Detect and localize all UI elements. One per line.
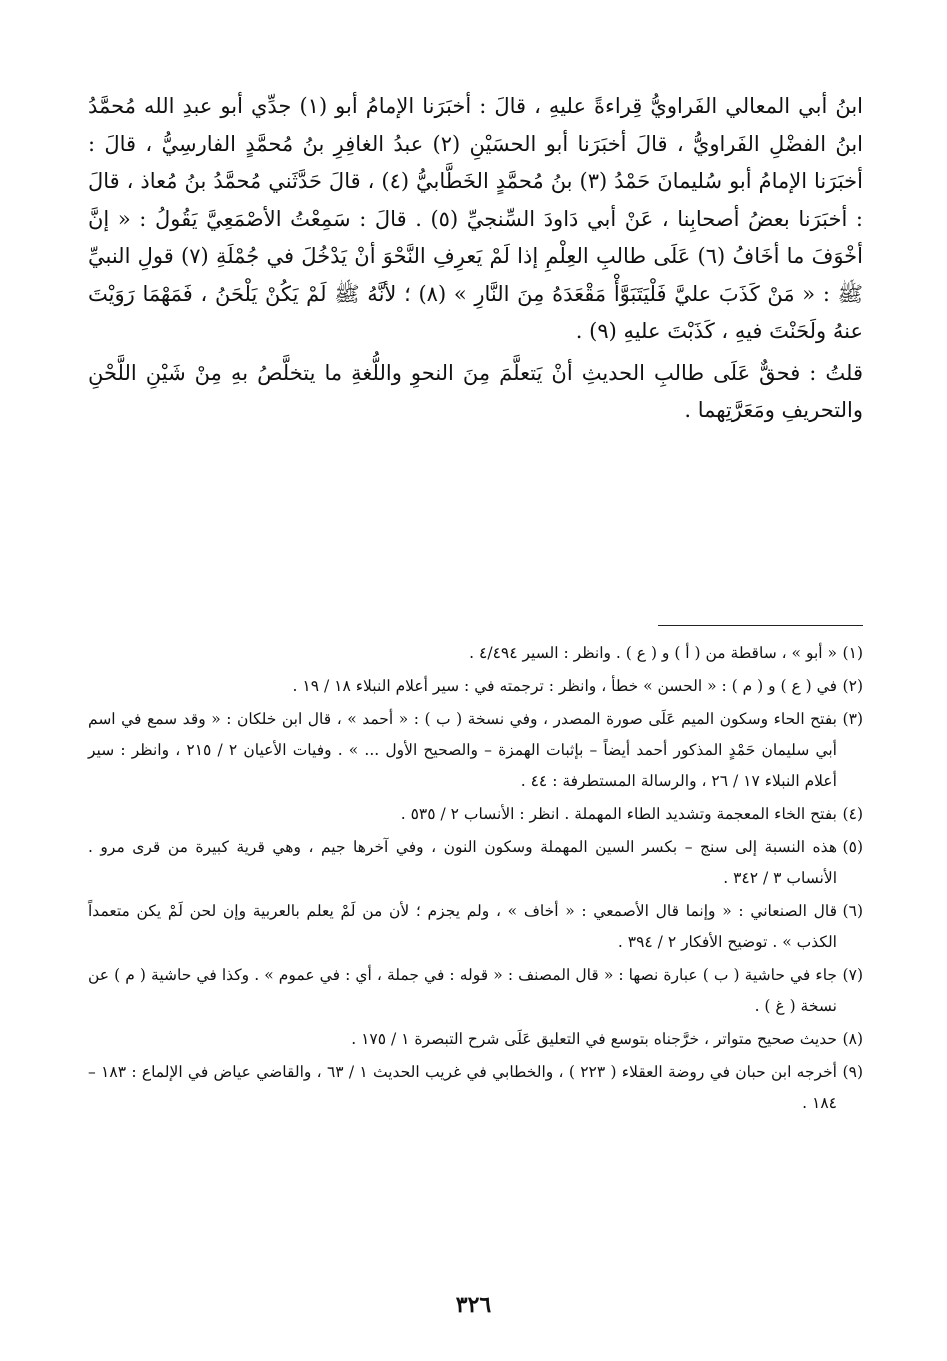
footnote-number: (٨) (842, 1030, 863, 1048)
footnote-7 (88, 960, 863, 1022)
footnote-8 (88, 1024, 863, 1055)
footnote-number: (٩) (842, 1063, 863, 1081)
footnote-9 (88, 1057, 863, 1119)
footnote-2 (88, 671, 863, 702)
footnotes (88, 638, 863, 1121)
footnote-text: قال الصنعاني : « وإنما قال الأصمعي : « أخاف » ، ولم يجزم ؛ لأن من لَمْ يعلم بالعربية وإن لحن لَمْ يكن متعمداً الكذب » . توضيح الأفكار ٢ / ٣٩٤ . (88, 902, 837, 951)
footnote-number: (٤) (842, 805, 863, 823)
footnote-1 (88, 638, 863, 669)
footnote-number: (٣) (842, 710, 863, 728)
footnote-text: حديث صحيح متواتر ، خرَّجناه بتوسع في التعليق عَلَى شرح التبصرة ١ / ١٧٥ . (351, 1030, 837, 1048)
footnote-number: (٧) (842, 966, 863, 984)
footnote-text: أخرجه ابن حبان في روضة العقلاء ( ٢٢٣ ) ، والخطابي في غريب الحديث ١ / ٦٣ ، والقاضي عياض في الإلماع : ١٨٣ – ١٨٤ . (88, 1063, 837, 1112)
footnote-number: (٥) (842, 838, 863, 856)
footnote-divider (658, 625, 863, 626)
footnote-number: (٦) (842, 902, 863, 920)
main-paragraph-1: ابنُ أبي المعالي الفَراويُّ قِراءةً عليهِ ، قالَ : أخبَرَنا الإمامُ أبو (١) جدِّي أبو عبدِ الله مُحمَّدُ ابنُ الفضْلِ الفَراويُّ ، قالَ أخبَرَنا أبو الحسَيْنِ (٢) عبدُ الغافِرِ بنُ مُحمَّدٍ الفارسِيُّ ، قالَ : أخبَرَنا الإمامُ أبو سُليمانَ حَمْدُ (٣) بنُ مُحمَّدٍ الخَطَّابيُّ (٤) ، قالَ حَدَّثَني مُحمَّدُ بنُ مُعاذ ، قالَ : أخبَرَنا بعضُ أصحابِنا ، عَنْ أبي دَاودَ السِّنجيِّ (٥) . قالَ : سَمِعْتُ الأصْمَعِيَّ يَقُولُ : « إنَّ أخْوَفَ ما أخَافُ (٦) عَلَى طالبِ العِلْمِ إذا لَمْ يَعرِفِ النَّحْوَ أنْ يَدْخُلَ في جُمْلَةِ (٧) قولِ النبيِّ ﷺ : « مَنْ كَذَبَ عليَّ فَلْيَتَبَوَّأْ مَقْعَدَهُ مِنَ النَّارِ » (٨) ؛ لأنَّهُ ﷺ لَمْ يَكُنْ يَلْحَنُ ، فَمَهْمَا رَوَيْتَ عنهُ ولَحَنْتَ فيهِ ، كَذَبْتَ عليهِ (٩) . (88, 94, 864, 343)
page-number: ٣٢٦ (455, 1292, 492, 1318)
main-paragraph-2: قلتُ : فحقٌّ عَلَى طالبِ الحديثِ أنْ يَتعلَّمَ مِنَ النحوِ واللُّغةِ ما يتخلَّصُ بهِ مِنْ شَيْنِ اللَّحْنِ والتحريفِ ومَعَرَّتِهما . (88, 360, 863, 422)
footnote-3 (88, 704, 863, 797)
main-text (88, 88, 863, 430)
footnote-text: بفتح الخاء المعجمة وتشديد الطاء المهملة . انظر : الأنساب ٢ / ٥٣٥ . (400, 805, 837, 823)
footnote-number: (٢) (842, 677, 863, 695)
footnote-text: في ( ع ) و ( م ) : « الحسن » خطأ ، وانظر : ترجمته في : سير أعلام النبلاء ١٨ / ١٩ . (292, 677, 837, 695)
footnote-number: (١) (842, 644, 863, 662)
footnote-text: بفتح الحاء وسكون الميم عَلَى صورة المصدر ، وفي نسخة ( ب ) : « أحمد » ، قال ابن خلكان : « وقد سمع في اسم أبي سليمان حَمْدٍ المذكور أحمد أيضاً – بإثبات الهمزة – والصحيح الأول ... » . وفيات الأعيان ٢ / ٢١٥ ، وانظر : سير أعلام النبلاء ١٧ / ٢٦ ، والرسالة المستطرفة : ٤٤ . (88, 710, 837, 790)
footnote-4 (88, 799, 863, 830)
footnote-text: « أبو » ، ساقطة من ( أ ) و ( ع ) . وانظر : السير ٤/٤٩٤ . (469, 644, 837, 662)
footnote-5 (88, 832, 863, 894)
footnote-text: جاء في حاشية ( ب ) عبارة نصها : « قال المصنف : « قوله : في جملة ، أي : في عموم » . وكذا في حاشية ( م ) عن نسخة ( غ ) . (88, 966, 837, 1015)
footnote-6 (88, 896, 863, 958)
footnote-text: هذه النسبة إلى سنج – بكسر السين المهملة وسكون النون ، وفي آخرها جيم ، وهي قرية كبيرة من قرى مرو . الأنساب ٣ / ٣٤٢ . (88, 838, 837, 887)
